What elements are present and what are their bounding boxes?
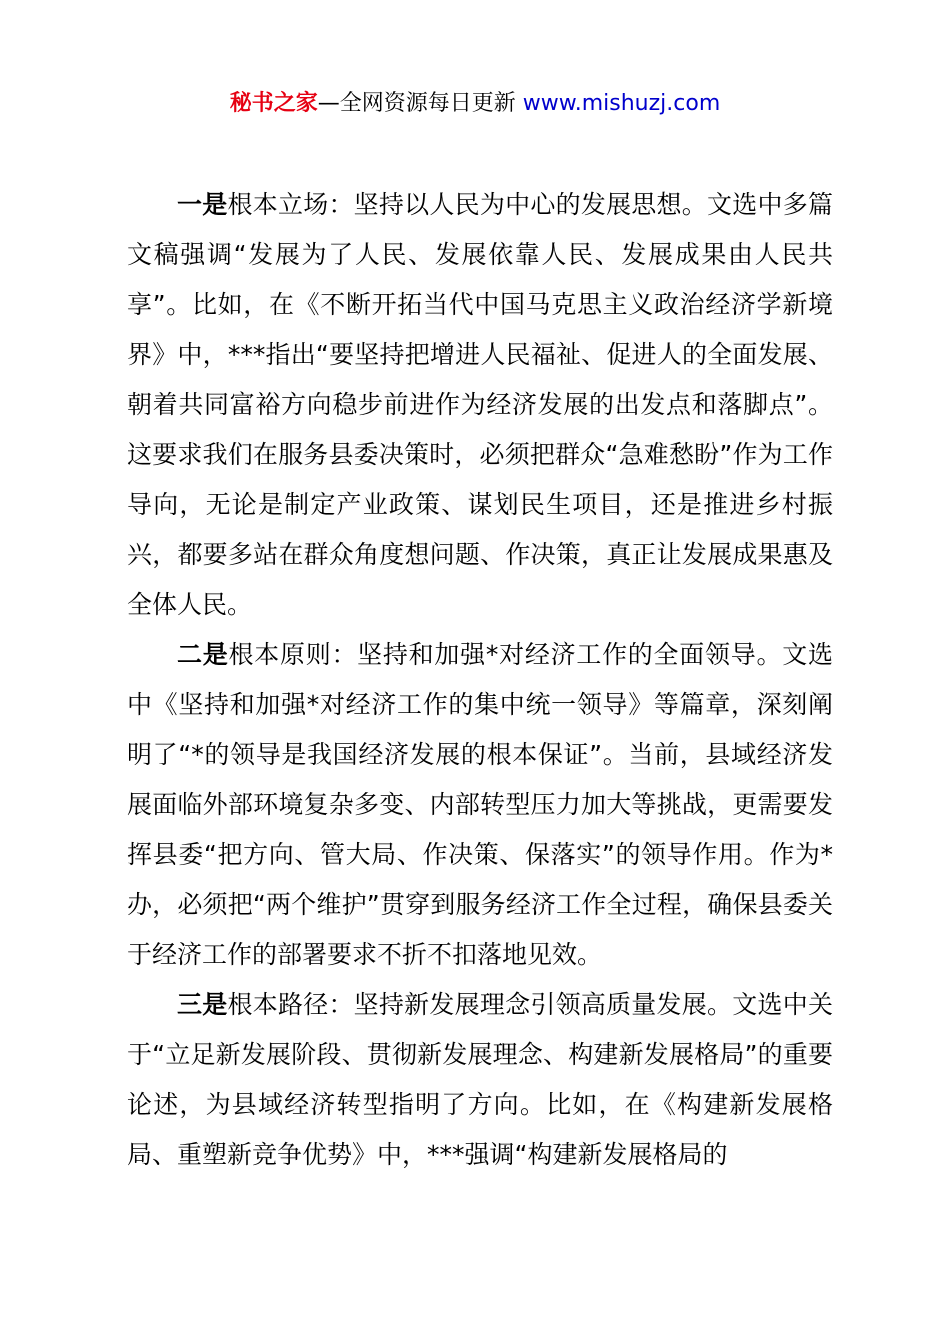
site-brand: 秘书之家	[229, 91, 318, 116]
paragraph-lead: 二是	[177, 640, 229, 669]
paragraph-text: 根本立场：坚持以人民为中心的发展思想。文选中多篇文稿强调“发展为了人民、发展依靠人民、发展成果由人民共享”。比如，在《不断开拓当代中国马克思主义政治经济学新境界》中，***指出“要坚持把增进人民福祉、促进人的全面发展、朝着共同富裕方向稳步前进作为经济发展的出发点和落脚点”。这要求我们在服务县委决策时，必须把群众“急难愁盼”作为工作导向，无论是制定产业政策、谋划民生项目，还是推进乡村振兴，都要多站在群众角度想问题、作决策，真正让发展成果惠及全体人民。	[127, 190, 833, 619]
paragraph-text: 根本原则：坚持和加强*对经济工作的全面领导。文选中《坚持和加强*对经济工作的集中统一领导》等篇章，深刻阐明了“*的领导是我国经济发展的根本保证”。当前，县域经济发展面临外部环境复杂多变、内部转型压力加大等挑战，更需要发挥县委“把方向、管大局、作决策、保落实”的领导作用。作为*办，必须把“两个维护”贯穿到服务经济工作全过程，确保县委关于经济工作的部署要求不折不扣落地见效。	[127, 640, 833, 969]
site-header	[0, 86, 950, 122]
paragraph-1	[127, 180, 833, 630]
paragraph-3	[127, 980, 833, 1180]
paragraph-lead: 三是	[177, 990, 228, 1019]
paragraph-text: 根本路径：坚持新发展理念引领高质量发展。文选中关于“立足新发展阶段、贯彻新发展理念、构建新发展格局”的重要论述，为县域经济转型指明了方向。比如，在《构建新发展格局、重塑新竞争优势》中，***强调“构建新发展格局的	[127, 990, 833, 1169]
site-url-link[interactable]: www.mishuzj.com	[522, 91, 721, 116]
document-body	[127, 180, 833, 1180]
paragraph-lead: 一是	[177, 190, 228, 219]
site-tagline: —全网资源每日更新	[317, 91, 523, 116]
paragraph-2	[127, 630, 833, 980]
